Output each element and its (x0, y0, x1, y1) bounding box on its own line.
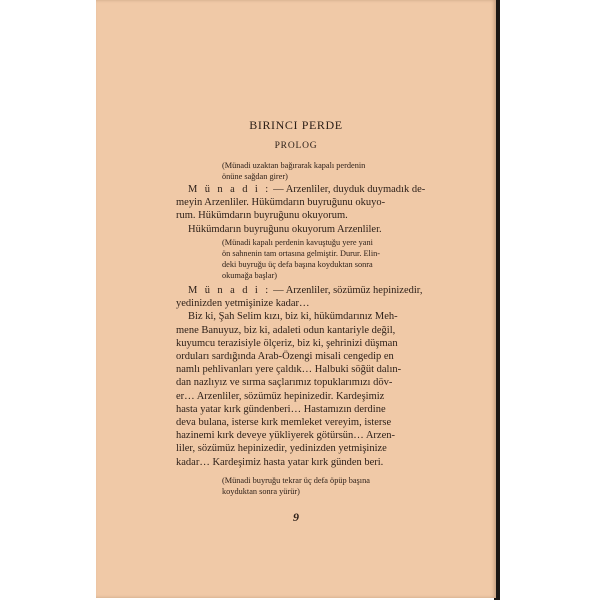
speech-2 (176, 284, 473, 469)
speech-line: hazinemi kırk deveye yükliyerek götürsün… Arzen- (176, 430, 395, 442)
speech-line: orduları sardığında Arab-Özengi misali cengedip en (176, 351, 394, 363)
speech-line: kuyumcu terazisiyle ölçeriz, biz ki, şehrinizi düşman (176, 337, 398, 349)
speech-line: dan nazlıyız ve sırma saçlarımız topuklarımızı döv- (176, 377, 393, 389)
speech-line (176, 284, 473, 297)
speech-line: Hükümdarın buyruğunu okuyorum Arzenliler. (188, 223, 382, 235)
speech-line: er… Arzenliler, sözümüz hepinizedir. Kardeşimiz (176, 390, 385, 402)
speech-line: meyin Arzenliler. Hükümdarın buyruğunu okuyo- (176, 197, 386, 209)
speech-line: hasta yatar kırk gündenberi… Hastamızın derdine (176, 403, 386, 415)
prologue-heading: PROLOG (274, 141, 318, 151)
speech-line: rum. Hükümdarın buyruğunu okuyorum. (176, 210, 348, 222)
stage-line: önüne sağdan girer) (222, 172, 288, 181)
speech-line: kadar… Kardeşimiz hasta yatar kırk günden beri. (176, 456, 384, 468)
stage-line: ön sahnenin tam ortasına gelmiştir. Durur. Elin- (222, 249, 381, 258)
stage-line: (Münadi buyruğu tekrar üç defa öpüp başına (222, 476, 370, 485)
speech-line: mene Banuyuz, biz ki, adaleti odun kantariyle değil, (176, 324, 396, 336)
stage-line: (Münadi kapalı perdenin kavuştuğu yere yani (222, 238, 373, 247)
page-number: 9 (293, 510, 299, 524)
stage-line: (Münadi uzaktan bağırarak kapalı perdenin (222, 161, 366, 170)
speech-line: Biz ki, Şah Selim kızı, biz ki, hükümdarınız Meh- (188, 311, 398, 323)
book-page (96, 0, 496, 598)
speech-line: liler, sözümüz hepinizedir, yedinizden yetmişinize (176, 443, 387, 455)
stage-direction-2 (222, 237, 380, 281)
speaker-name: M ü n a d i : (188, 184, 271, 195)
stage-direction-1 (222, 160, 365, 182)
speech-line: deva bulana, isterse kırk memleket vereyim, isterse (176, 417, 392, 429)
stage-direction-3 (222, 475, 370, 497)
speech-text: — Arzenliler, sözümüz hepinizedir, (270, 285, 423, 296)
stage-line: okumağa başlar) (222, 271, 278, 280)
stage-line: koyduktan sonra yürür) (222, 487, 300, 496)
speech-line (176, 183, 473, 196)
speech-text: — Arzenliler, duyduk duymadık de- (270, 184, 426, 195)
act-title: BIRINCI PERDE (249, 118, 343, 132)
speech-line: namlı pehlivanları yere çaldık… Halbuki söğüt dalın- (176, 364, 402, 376)
speaker-name: M ü n a d i : (188, 285, 271, 296)
speech-line: yedinizden yetmişinize kadar… (176, 298, 310, 310)
speech-1 (176, 183, 473, 236)
stage-line: deki buyruğu üç defa başına koyduktan sonra (222, 260, 373, 269)
